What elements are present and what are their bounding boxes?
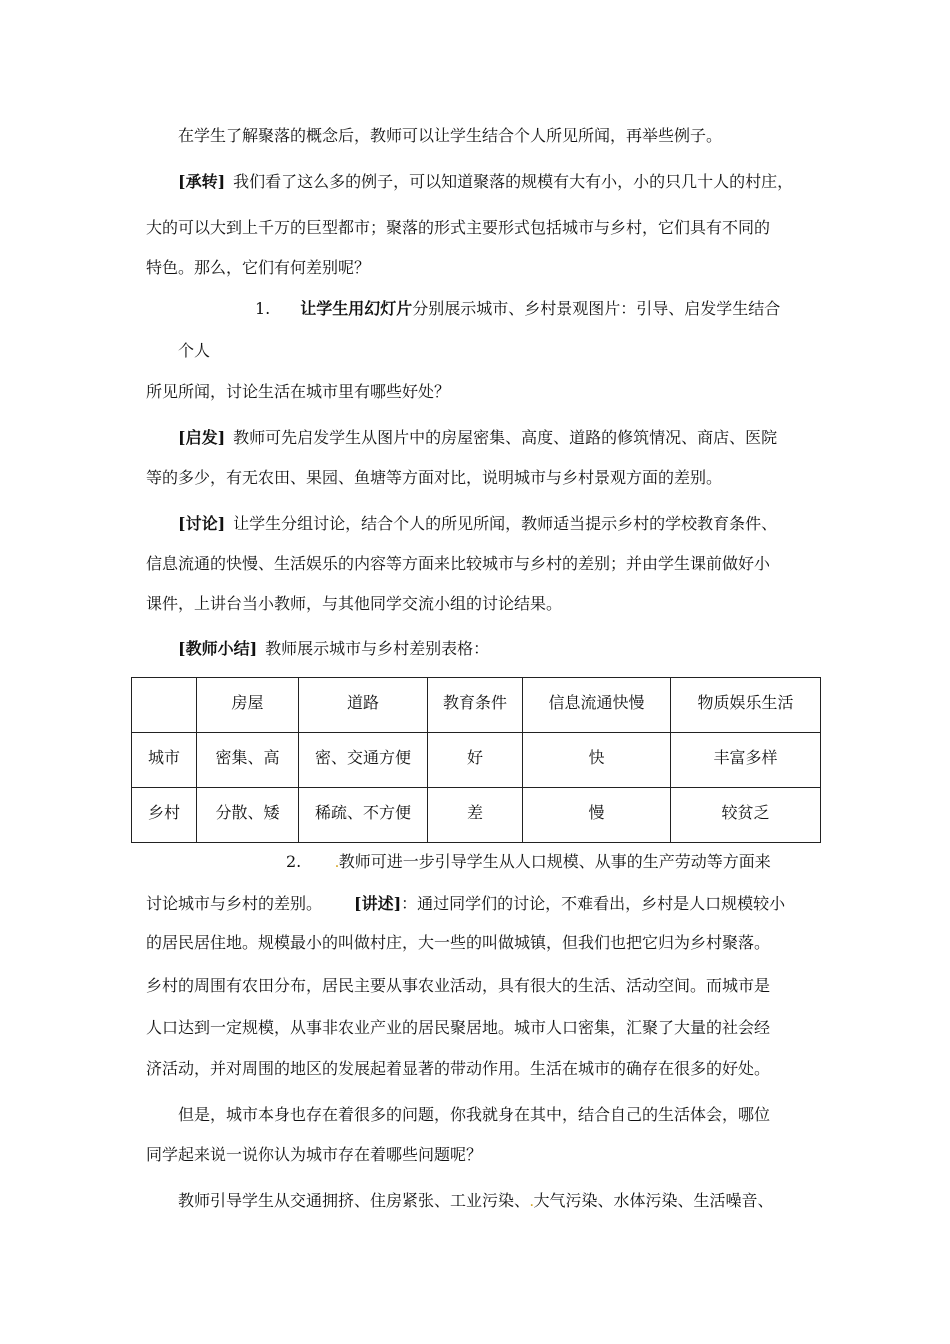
summary-text: 教师展示城市与乡村差别表格： <box>265 639 490 658</box>
table-cell: 密集、高 <box>197 733 299 788</box>
item-1-text: 分别展示城市、乡村景观图片：引导、启发学生结合 <box>412 299 781 318</box>
inspire-text: 教师可先启发学生从图片中的房屋密集、高度、道路的修筑情况、商店、医院 <box>233 428 778 447</box>
guide-text-a: 教师引导学生从交通拥挤、住房紧张、工业污染、 <box>178 1191 531 1210</box>
table-header-cell: 信息流通快慢 <box>523 678 671 733</box>
table-cell: 密、交通方便 <box>299 733 428 788</box>
paragraph-inspire-line1 <box>178 427 777 449</box>
table-cell: 差 <box>428 788 523 843</box>
table-header-cell: 教育条件 <box>428 678 523 733</box>
table-header-cell: 道路 <box>299 678 428 733</box>
comparison-table <box>131 677 821 843</box>
label-narrate: [讲述] <box>354 894 402 913</box>
paragraph-discuss-line3: 课件，上讲台当小教师，与其他同学交流小组的讨论结果。 <box>146 594 563 613</box>
paragraph-problems-line1: 但是，城市本身也存在着很多的问题，你我就身在其中，结合自己的生活体会，哪位 <box>178 1105 771 1124</box>
discuss-text: 让学生分组讨论，结合个人的所见所闻，教师适当提示乡村的学校教育条件、 <box>233 514 778 533</box>
item-2-line4: 乡村的周围有农田分布，居民主要从事农业活动，具有很大的生活、活动空间。而城市是 <box>146 976 771 995</box>
paragraph-guide <box>178 1190 774 1215</box>
table-cell: 好 <box>428 733 523 788</box>
label-summary: [教师小结] <box>178 639 258 658</box>
label-transition: [承转] <box>178 172 226 191</box>
item-2-text-b: ：通过同学们的讨论，不难看出，乡村是人口规模较小 <box>401 894 786 913</box>
item-1-number: 1. <box>255 299 271 318</box>
table-cell: 丰富多样 <box>671 733 821 788</box>
table-cell: 稀疏、不方便 <box>299 788 428 843</box>
paragraph-problems-line2: 同学起来说一说你认为城市存在着哪些问题呢？ <box>146 1145 483 1164</box>
item-2-line5: 人口达到一定规模，从事非农业产业的居民聚居地。城市人口密集，汇聚了大量的社会经 <box>146 1018 771 1037</box>
paragraph-inspire-line2: 等的多少，有无农田、果园、鱼塘等方面对比，说明城市与乡村景观方面的差别。 <box>146 468 723 487</box>
bullet-dot-icon: . <box>530 1198 534 1209</box>
item-2-line6: 济活动，并对周围的地区的发展起着显著的带动作用。生活在城市的确存在很多的好处。 <box>146 1059 771 1078</box>
table-header-cell <box>132 678 197 733</box>
table-cell: 快 <box>523 733 671 788</box>
item-1-line1 <box>255 298 780 320</box>
paragraph-summary <box>178 638 489 660</box>
table-row <box>132 788 821 843</box>
table-cell: 慢 <box>523 788 671 843</box>
item-2-text-a: 讨论城市与乡村的差别。 <box>146 894 323 913</box>
item-2-line2 <box>146 893 785 915</box>
item-2-text: 教师可进一步引导学生从人口规模、从事的生产劳动等方面来 <box>338 852 771 871</box>
table-header-row <box>132 678 821 733</box>
table-cell: 城市 <box>132 733 197 788</box>
table-row <box>132 733 821 788</box>
table-cell: 较贫乏 <box>671 788 821 843</box>
bullet-dot-icon: . <box>335 859 339 870</box>
label-discuss: [讨论] <box>178 514 226 533</box>
item-2-number: 2. <box>286 852 302 871</box>
paragraph-transition-line2: 大的可以大到上千万的巨型都市；聚落的形式主要形式包括城市与乡村，它们具有不同的 <box>146 218 771 237</box>
item-1-bold: 让学生用幻灯片 <box>300 299 413 318</box>
paragraph-intro: 在学生了解聚落的概念后，教师可以让学生结合个人所见所闻，再举些例子。 <box>178 126 723 145</box>
guide-text-b: 大气污染、水体污染、生活噪音、 <box>533 1191 774 1210</box>
paragraph-discuss-line1 <box>178 513 777 535</box>
table-cell: 乡村 <box>132 788 197 843</box>
item-1-line2: 个人 <box>178 341 211 360</box>
label-inspire: [启发] <box>178 428 226 447</box>
table-cell: 分散、矮 <box>197 788 299 843</box>
paragraph-discuss-line2: 信息流通的快慢、生活娱乐的内容等方面来比较城市与乡村的差别；并由学生课前做好小 <box>146 554 771 573</box>
paragraph-transition-line3: 特色。那么，它们有何差别呢？ <box>146 258 371 277</box>
item-1-line3: 所见所闻，讨论生活在城市里有哪些好处？ <box>146 382 451 401</box>
transition-text: 我们看了这么多的例子，可以知道聚落的规模有大有小，小的只几十人的村庄， <box>233 172 794 191</box>
item-2-line1 <box>286 851 771 876</box>
table-header-cell: 物质娱乐生活 <box>671 678 821 733</box>
table-header-cell: 房屋 <box>197 678 299 733</box>
paragraph-transition-line1 <box>178 171 793 193</box>
item-2-line3: 的居民居住地。规模最小的叫做村庄，大一些的叫做城镇，但我们也把它归为乡村聚落。 <box>146 933 771 952</box>
